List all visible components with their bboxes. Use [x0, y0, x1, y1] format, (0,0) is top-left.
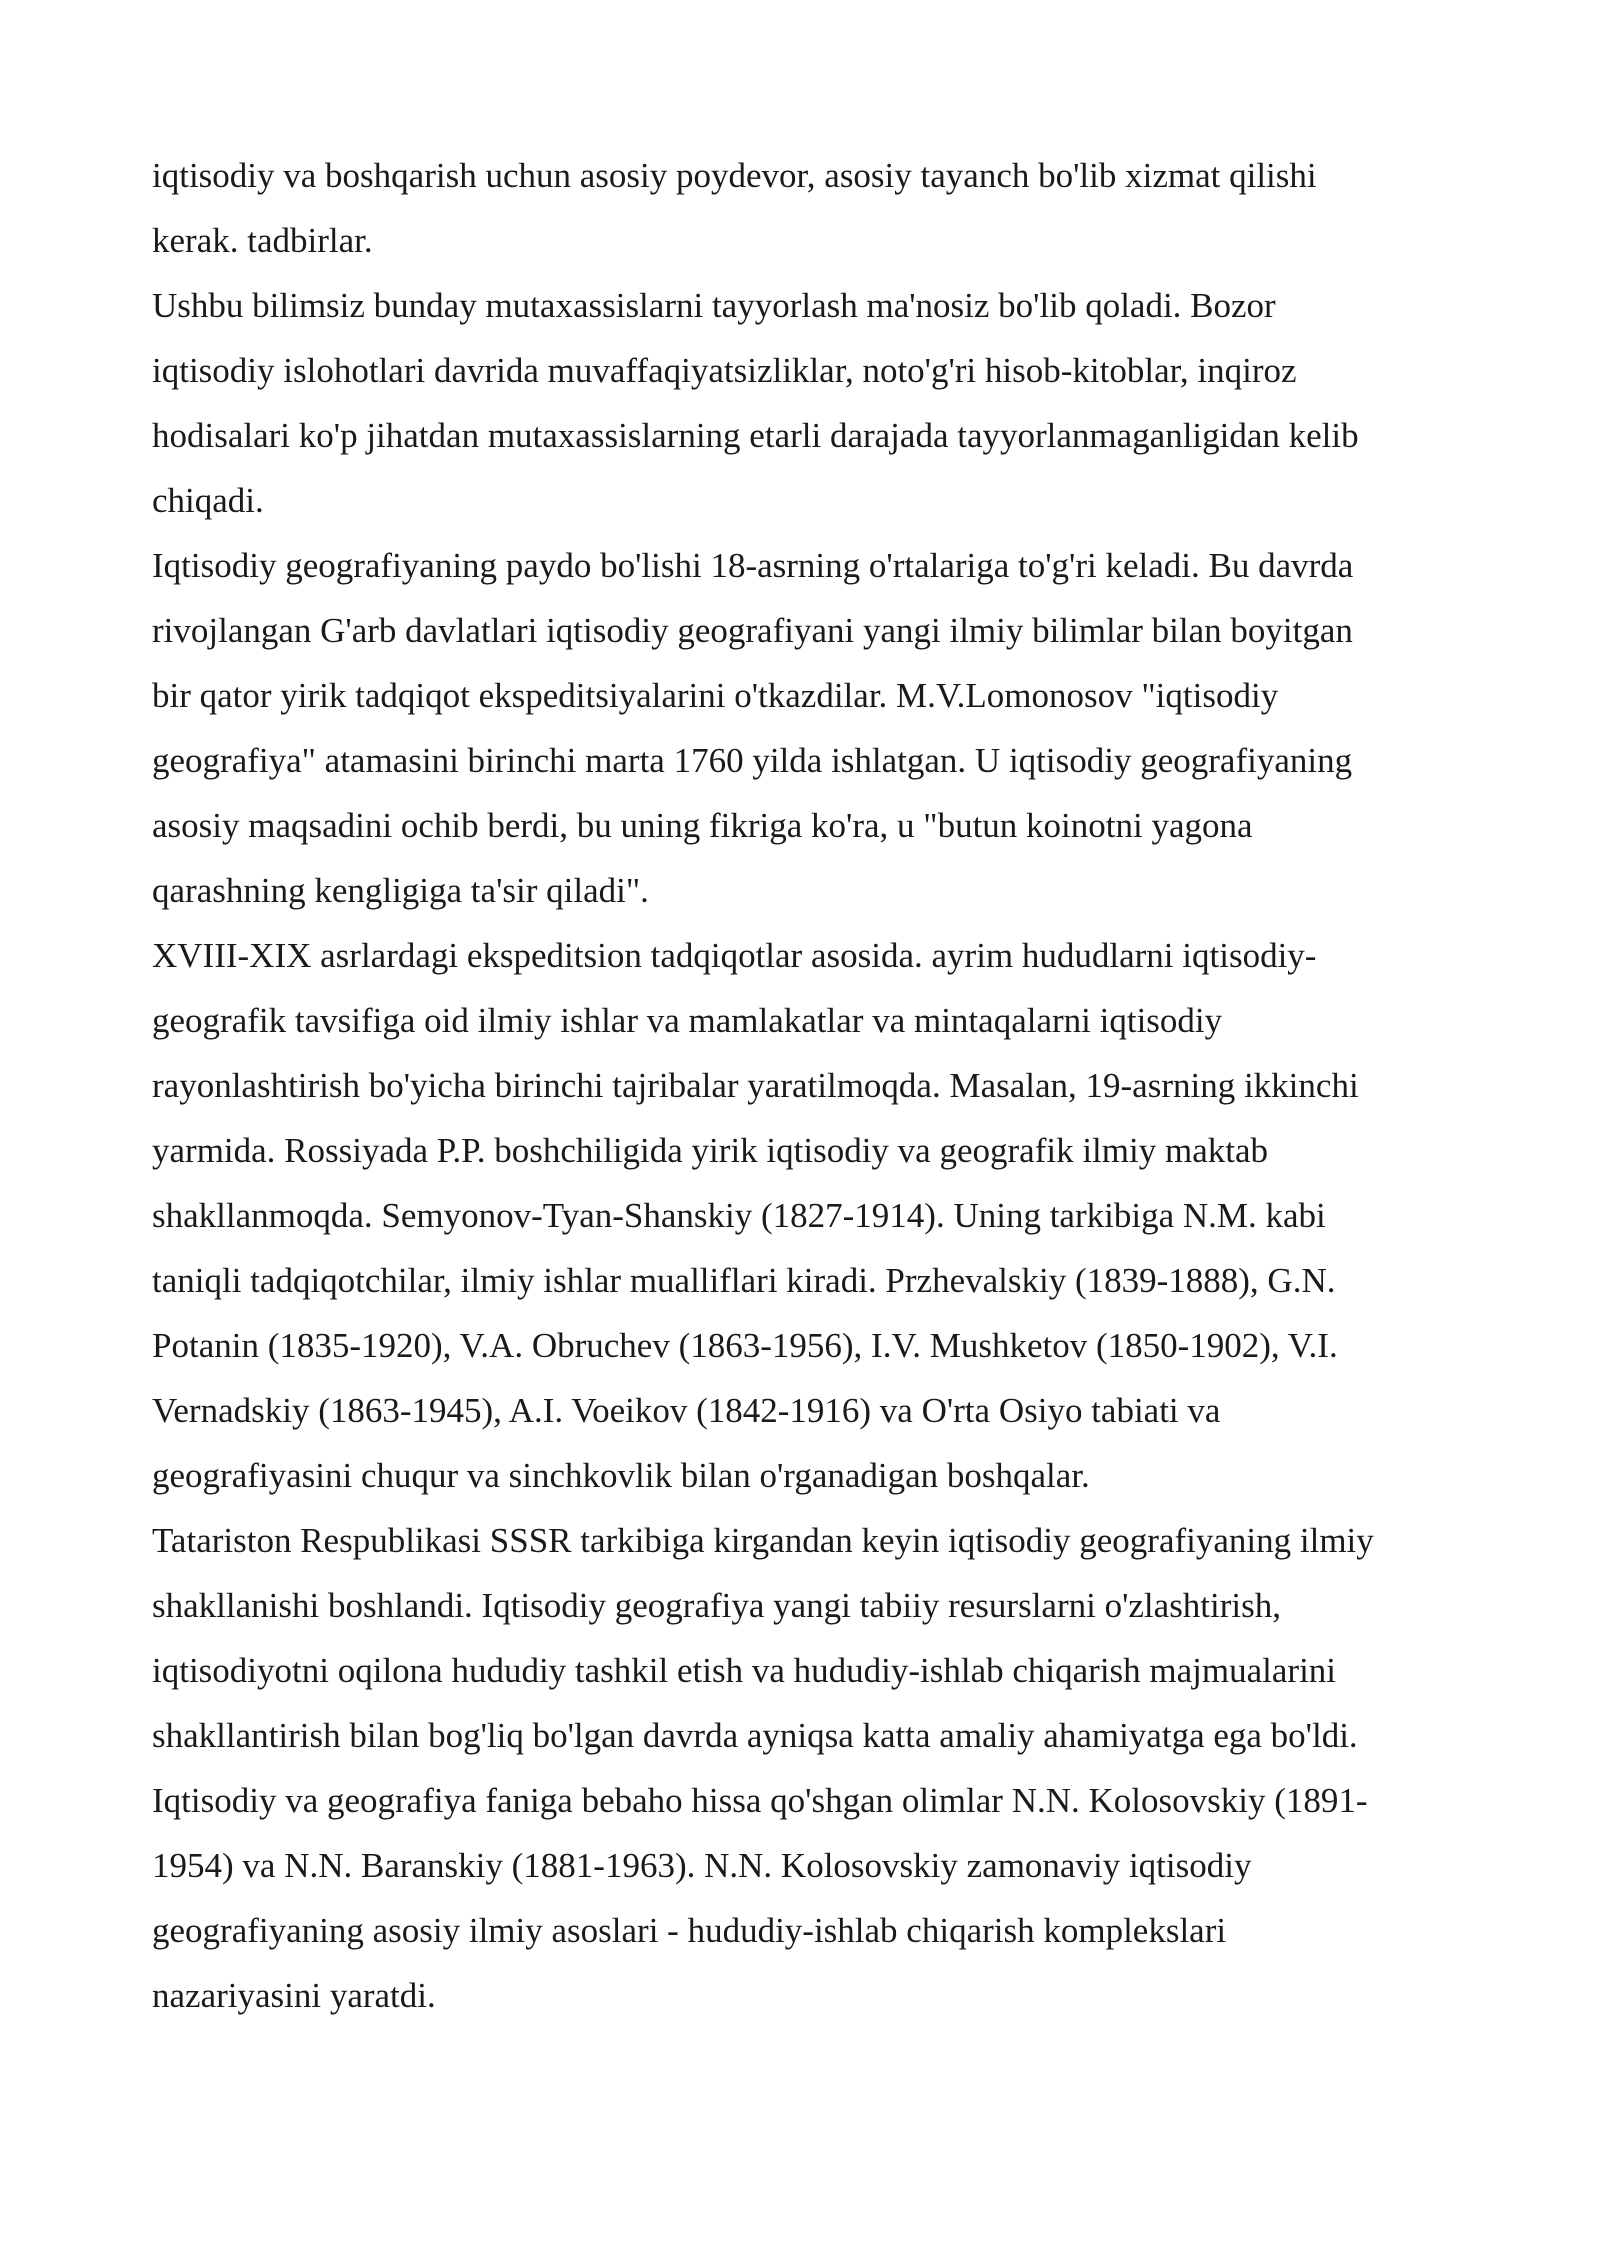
text-line: Iqtisodiy va geografiya faniga bebaho hissa qo'shgan olimlar N.N. Kolosovskiy (1891-: [152, 1781, 1368, 1820]
text-line: geografiyasini chuqur va sinchkovlik bilan o'rganadigan boshqalar.: [152, 1456, 1090, 1495]
body-text: [152, 143, 1472, 2028]
text-line: yarmida. Rossiyada P.P. boshchiligida yirik iqtisodiy va geografik ilmiy maktab: [152, 1131, 1268, 1170]
text-line: shakllanmoqda. Semyonov-Tyan-Shanskiy (1827-1914). Uning tarkibiga N.M. kabi: [152, 1196, 1326, 1235]
text-line: chiqadi.: [152, 481, 264, 520]
text-line: taniqli tadqiqotchilar, ilmiy ishlar mualliflari kiradi. Przhevalskiy (1839-1888), G.N.: [152, 1261, 1336, 1300]
text-line: geografiyaning asosiy ilmiy asoslari - hududiy-ishlab chiqarish komplekslari: [152, 1911, 1227, 1950]
text-line: iqtisodiy va boshqarish uchun asosiy poydevor, asosiy tayanch bo'lib xizmat qilishi: [152, 156, 1317, 195]
text-line: hodisalari ko'p jihatdan mutaxassislarning etarli darajada tayyorlanmaganligidan kelib: [152, 416, 1359, 455]
text-line: geografik tavsifiga oid ilmiy ishlar va mamlakatlar va mintaqalarni iqtisodiy: [152, 1001, 1223, 1040]
text-line: iqtisodiy islohotlari davrida muvaffaqiyatsizliklar, noto'g'ri hisob-kitoblar, inqiroz: [152, 351, 1297, 390]
text-line: geografiya" atamasini birinchi marta 1760 yilda ishlatgan. U iqtisodiy geografiyaning: [152, 741, 1353, 780]
text-line: Iqtisodiy geografiyaning paydo bo'lishi 18-asrning o'rtalariga to'g'ri keladi. Bu davrda: [152, 546, 1354, 585]
text-line: Tatariston Respublikasi SSSR tarkibiga kirgandan keyin iqtisodiy geografiyaning ilmiy: [152, 1521, 1374, 1560]
text-line: shakllantirish bilan bog'liq bo'lgan davrda ayniqsa katta amaliy ahamiyatga ega bo'ldi.: [152, 1716, 1358, 1755]
text-line: kerak. tadbirlar.: [152, 221, 373, 260]
text-line: XVIII-XIX asrlardagi ekspeditsion tadqiqotlar asosida. ayrim hududlarni iqtisodiy-: [152, 936, 1317, 975]
text-line: iqtisodiyotni oqilona hududiy tashkil etish va hududiy-ishlab chiqarish majmualarini: [152, 1651, 1337, 1690]
text-line: rivojlangan G'arb davlatlari iqtisodiy geografiyani yangi ilmiy bilimlar bilan boyitgan: [152, 611, 1353, 650]
text-line: asosiy maqsadini ochib berdi, bu uning fikriga ko'ra, u "butun koinotni yagona: [152, 806, 1253, 845]
text-line: qarashning kengligiga ta'sir qiladi".: [152, 871, 649, 910]
text-line: Potanin (1835-1920), V.A. Obruchev (1863-1956), I.V. Mushketov (1850-1902), V.I.: [152, 1326, 1338, 1365]
text-line: shakllanishi boshlandi. Iqtisodiy geografiya yangi tabiiy resurslarni o'zlashtirish,: [152, 1586, 1282, 1625]
text-line: nazariyasini yaratdi.: [152, 1976, 436, 2015]
text-line: bir qator yirik tadqiqot ekspeditsiyalarini o'tkazdilar. M.V.Lomonosov "iqtisodiy: [152, 676, 1279, 715]
text-line: rayonlashtirish bo'yicha birinchi tajribalar yaratilmoqda. Masalan, 19-asrning ikkinchi: [152, 1066, 1359, 1105]
text-line: Vernadskiy (1863-1945), A.I. Voeikov (1842-1916) va O'rta Osiyo tabiati va: [152, 1391, 1221, 1430]
text-line: 1954) va N.N. Baranskiy (1881-1963). N.N. Kolosovskiy zamonaviy iqtisodiy: [152, 1846, 1252, 1885]
text-line: Ushbu bilimsiz bunday mutaxassislarni tayyorlash ma'nosiz bo'lib qoladi. Bozor: [152, 286, 1276, 325]
